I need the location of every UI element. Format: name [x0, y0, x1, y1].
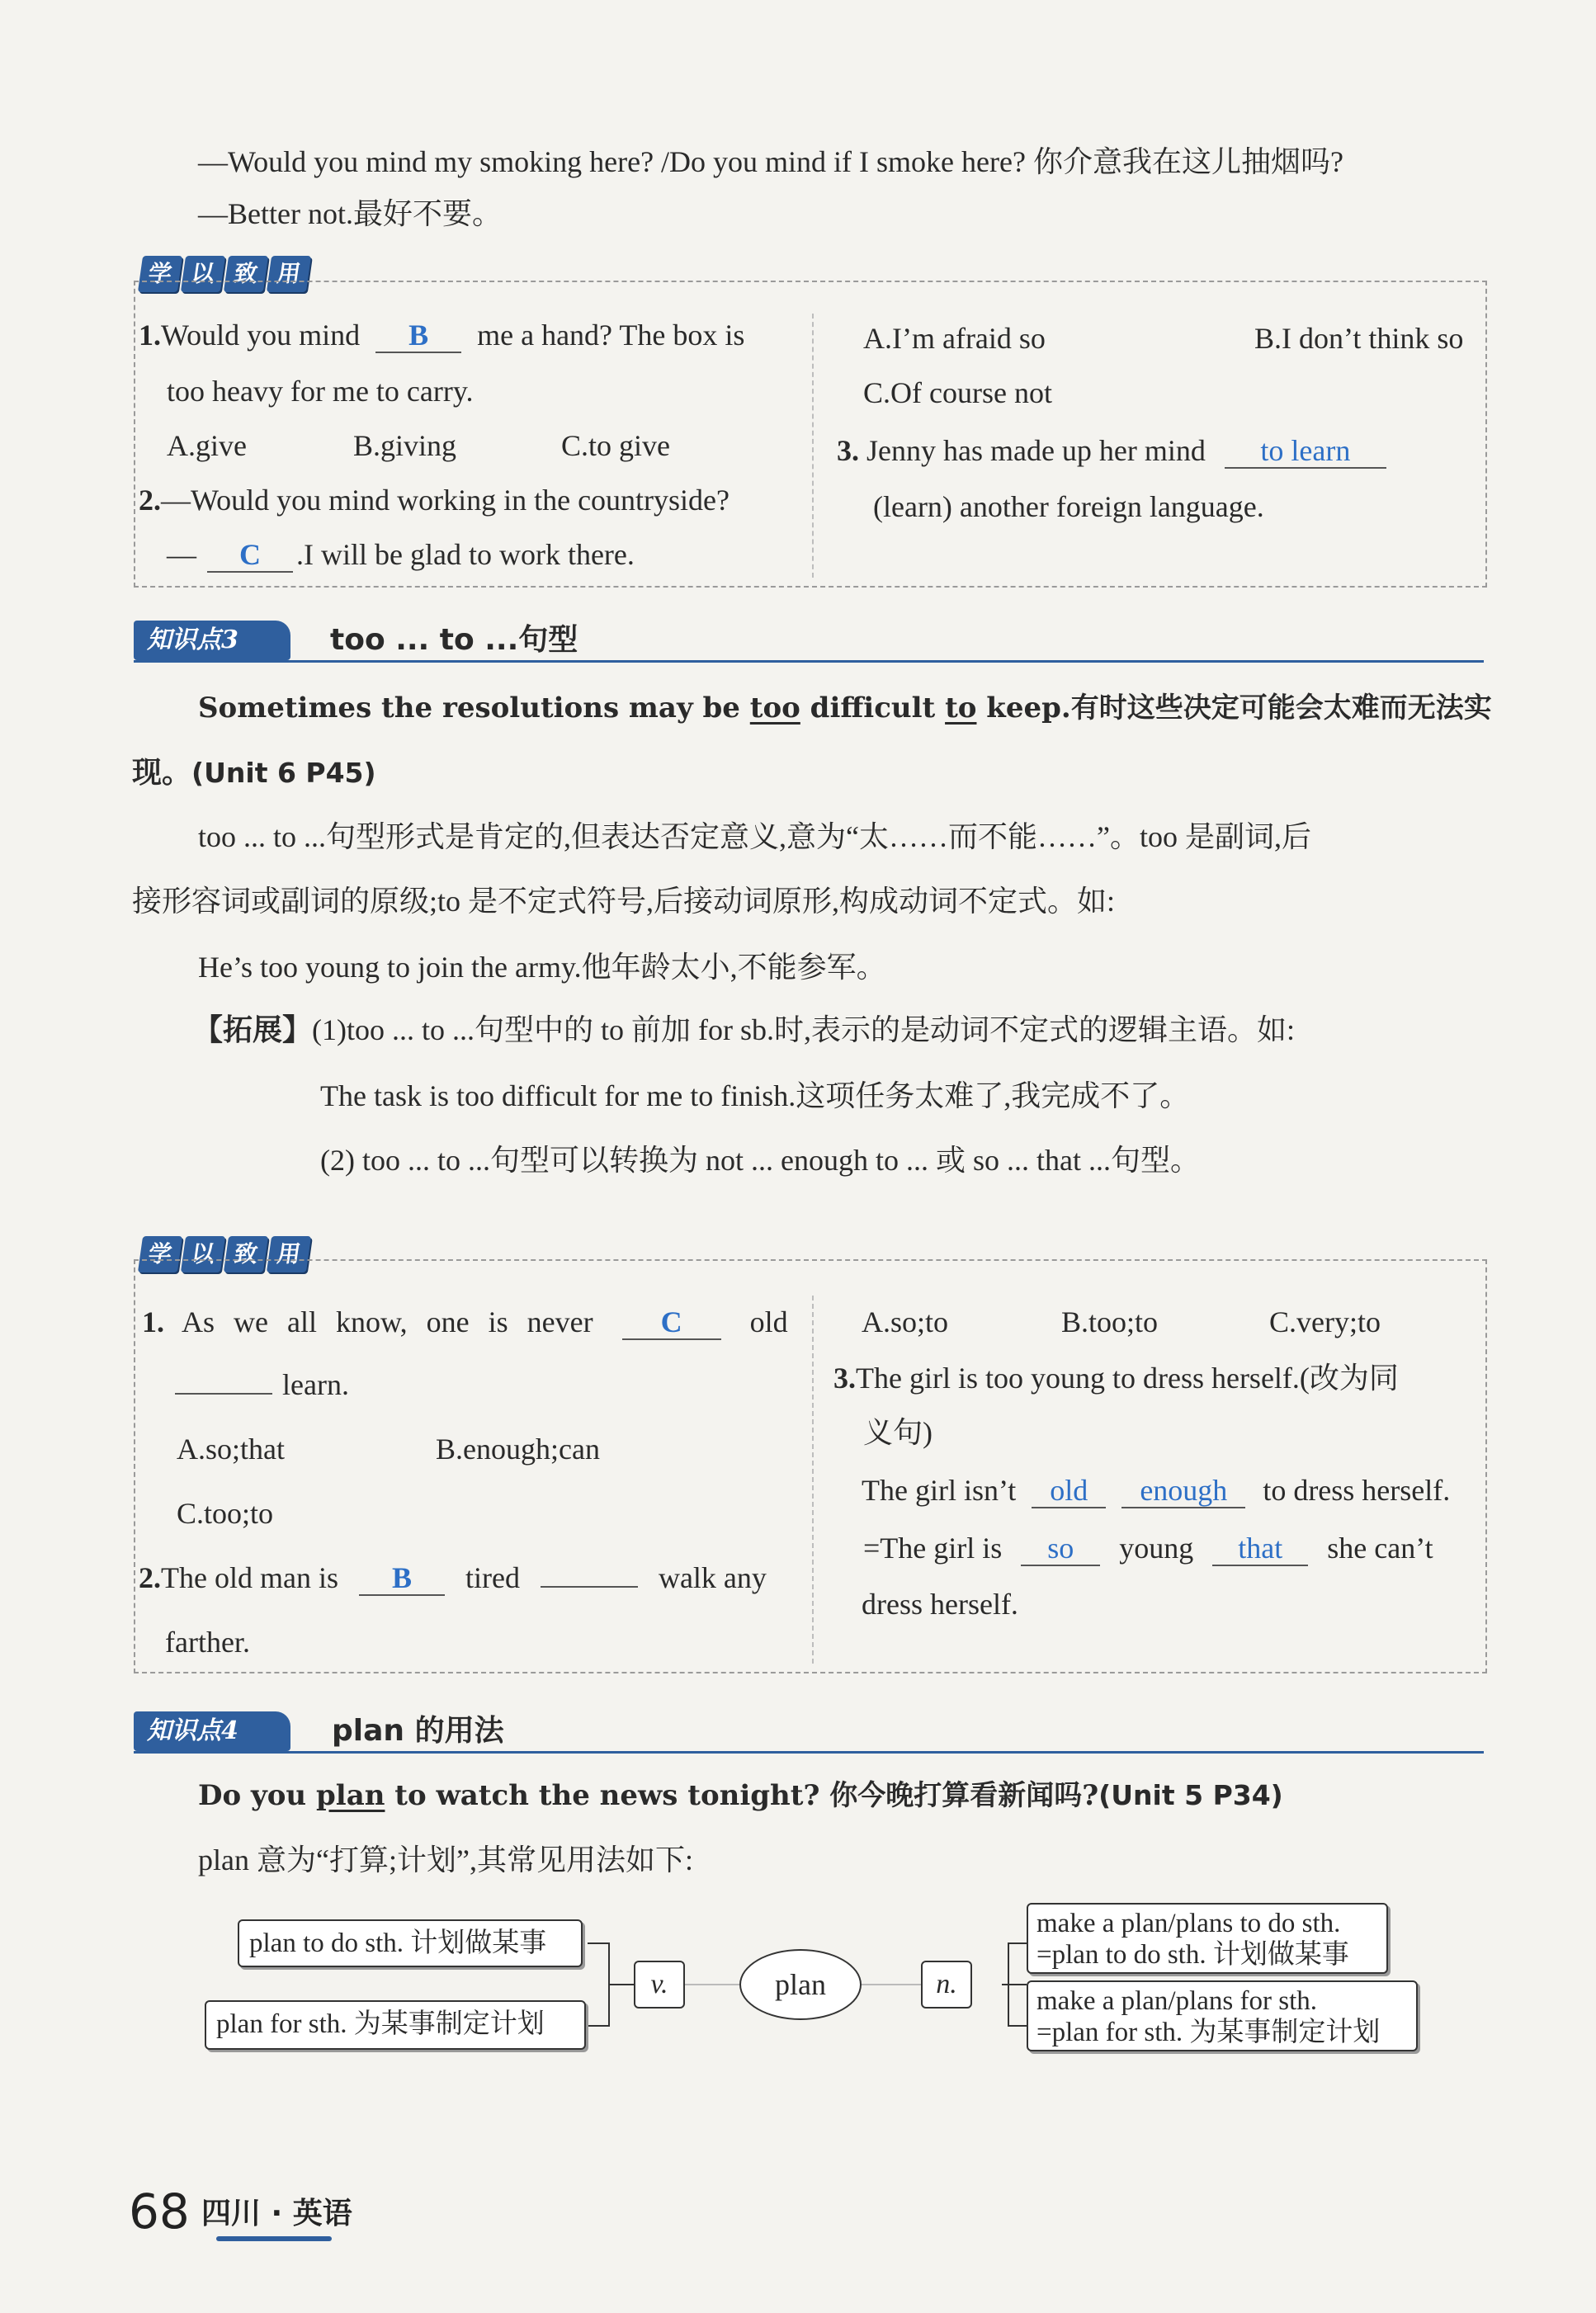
example-text: keep.有时这些决定可能会太难而无法实 — [976, 692, 1492, 725]
plan-noun-usage-1 — [1027, 1903, 1388, 1974]
question-text: young — [1119, 1532, 1194, 1565]
question-text: =The girl is — [863, 1532, 1003, 1565]
example-text: difficult — [800, 692, 946, 725]
p1-q3-line2: (learn) another foreign language. — [873, 490, 1264, 523]
p2-q2-line2: farther. — [165, 1626, 250, 1659]
p1-q1-line2: too heavy for me to carry. — [167, 375, 474, 408]
p2-q1-option-c: C.too;to — [177, 1497, 274, 1530]
practice-tag-char: 致 — [224, 1236, 268, 1272]
noun-usage-line: =plan to do sth. 计划做某事 — [1036, 1940, 1349, 1970]
p1-q2-option-a: A.I’m afraid so — [863, 322, 1046, 355]
kp3-explanation-2: 接形容词或副词的原级;to 是不定式符号,后接动词原形,构成动词不定式。如: — [132, 885, 1116, 918]
practice-tag-char: 致 — [224, 256, 268, 292]
example-keyword: too — [749, 692, 800, 725]
question-number: 3. — [833, 1362, 856, 1395]
noun-label-box: n. — [921, 1961, 972, 2009]
example-keyword: to — [945, 692, 977, 725]
question-number: 2. — [139, 484, 161, 517]
question-text: old — [749, 1305, 788, 1338]
question-text: The girl isn’t — [862, 1474, 1017, 1507]
answer-blank: so — [1021, 1532, 1100, 1566]
p1-q1-option-a: A.give — [167, 429, 247, 462]
kp4-explanation: plan 意为“打算;计划”,其常见用法如下: — [198, 1843, 693, 1876]
kp3-explanation-1: too ... to ...句型形式是肯定的,但表达否定意义,意为“太……而不能……”。too 是副词,后 — [198, 820, 1311, 853]
practice-tag-char: 以 — [181, 256, 225, 292]
kp4-badge: 知识点4 — [134, 1711, 290, 1751]
footer-accent-bar — [216, 2236, 332, 2241]
question-text: —Would you mind working in the countryside? — [161, 484, 730, 517]
example-text: 现。 — [132, 756, 192, 789]
answer-blank: old — [1032, 1474, 1106, 1508]
intro-line-1: —Would you mind my smoking here? /Do you mind if I smoke here? 你介意我在这儿抽烟吗? — [198, 145, 1343, 178]
question-number: 1. — [142, 1305, 164, 1338]
question-text: me a hand? The box is — [477, 319, 745, 352]
p2-q2-option-a: A.so;to — [862, 1305, 949, 1338]
question-text: tired — [465, 1561, 520, 1594]
unit-reference: (Unit 6 P45) — [191, 757, 376, 789]
answer-blank: C — [622, 1305, 721, 1340]
answer-blank: to learn — [1225, 434, 1386, 469]
practice-tag-char: 学 — [138, 1236, 182, 1272]
question-text: Jenny has made up her mind — [866, 434, 1206, 467]
p2-q1-option-b: B.enough;can — [436, 1433, 600, 1466]
practice-tag-char: 用 — [267, 256, 311, 292]
practice-tag-char: 用 — [267, 1236, 311, 1272]
p2-q2-option-b: B.too;to — [1061, 1305, 1159, 1338]
answer-blank: that — [1212, 1532, 1308, 1566]
noun-usage-line: =plan for sth. 为某事制定计划 — [1036, 2018, 1381, 2047]
kp3-badge: 知识点3 — [134, 621, 290, 660]
practice-tag-char: 以 — [181, 1236, 225, 1272]
question-text: The girl is too young to dress herself.(改为同 — [856, 1362, 1399, 1395]
kp3-extension-3: (2) too ... to ...句型可以转换为 not ... enough to ... 或 so ... that ...句型。 — [320, 1144, 1200, 1177]
question-text: learn. — [282, 1368, 349, 1401]
example-text: to watch the news tonight? 你今晚打算看新闻吗? — [385, 1779, 1099, 1812]
question-number: 1. — [139, 319, 161, 352]
question-text: The old man is — [161, 1561, 338, 1594]
p2-q2-option-c: C.very;to — [1269, 1305, 1381, 1338]
noun-usage-line: make a plan/plans to do sth. — [1036, 1909, 1341, 1938]
answer-blank: B — [359, 1561, 445, 1596]
kp4-title: plan 的用法 — [332, 1714, 504, 1748]
page-number: 68 — [129, 2183, 190, 2240]
question-text: to dress herself. — [1263, 1474, 1451, 1507]
practice-tag-char: 学 — [138, 256, 182, 292]
dash: — — [167, 538, 196, 571]
example-keyword: plan — [316, 1779, 385, 1812]
answer-blank: B — [375, 319, 461, 353]
plan-center-node: plan — [739, 1949, 862, 2020]
extension-text: (1)too ... to ...句型中的 to 前加 for sb.时,表示的是动词不定式的逻辑主语。如: — [312, 1013, 1295, 1046]
verb-label-box: v. — [634, 1961, 685, 2009]
kp3-title: too ... to ...句型 — [330, 623, 578, 657]
plan-verb-usage-2: plan for sth. 为某事制定计划 — [205, 2000, 586, 2050]
unit-reference: (Unit 5 P34) — [1098, 1779, 1283, 1811]
question-text: walk any — [658, 1561, 767, 1594]
question-text: Would you mind — [161, 319, 361, 352]
kp3-explanation-3: He’s too young to join the army.他年龄太小,不能参军。 — [198, 951, 886, 984]
question-number: 2. — [139, 1561, 161, 1594]
plan-verb-usage-1: plan to do sth. 计划做某事 — [238, 1919, 583, 1967]
answer-blank: enough — [1121, 1474, 1245, 1508]
extension-label: 【拓展】 — [193, 1013, 313, 1046]
intro-line-2: —Better not.最好不要。 — [198, 197, 502, 230]
noun-usage-line: make a plan/plans for sth. — [1036, 1986, 1317, 2016]
p2-q1-option-a: A.so;that — [177, 1433, 285, 1466]
answer-blank: C — [207, 538, 293, 573]
example-text: Sometimes the resolutions may be — [198, 692, 750, 725]
p2-q3-line5: dress herself. — [862, 1588, 1018, 1621]
footer-label: 四川 · 英语 — [201, 2197, 352, 2230]
p1-q1-option-c: C.to give — [561, 429, 670, 462]
question-text: As we all know, one is never — [182, 1305, 593, 1338]
p2-q3-line2: 义句) — [863, 1416, 933, 1449]
example-text: Do you — [198, 1779, 316, 1812]
p1-q2-option-c: C.Of course not — [863, 376, 1052, 409]
p1-q2-option-b: B.I don’t think so — [1254, 322, 1464, 355]
p1-q1-option-b: B.giving — [353, 429, 457, 462]
question-number: 3. — [837, 434, 859, 467]
question-text: she can’t — [1327, 1532, 1433, 1565]
plan-noun-usage-2 — [1027, 1980, 1418, 2051]
kp3-extension-2: The task is too difficult for me to finish.这项任务太难了,我完成不了。 — [320, 1079, 1190, 1112]
question-text: .I will be glad to work there. — [296, 538, 635, 571]
